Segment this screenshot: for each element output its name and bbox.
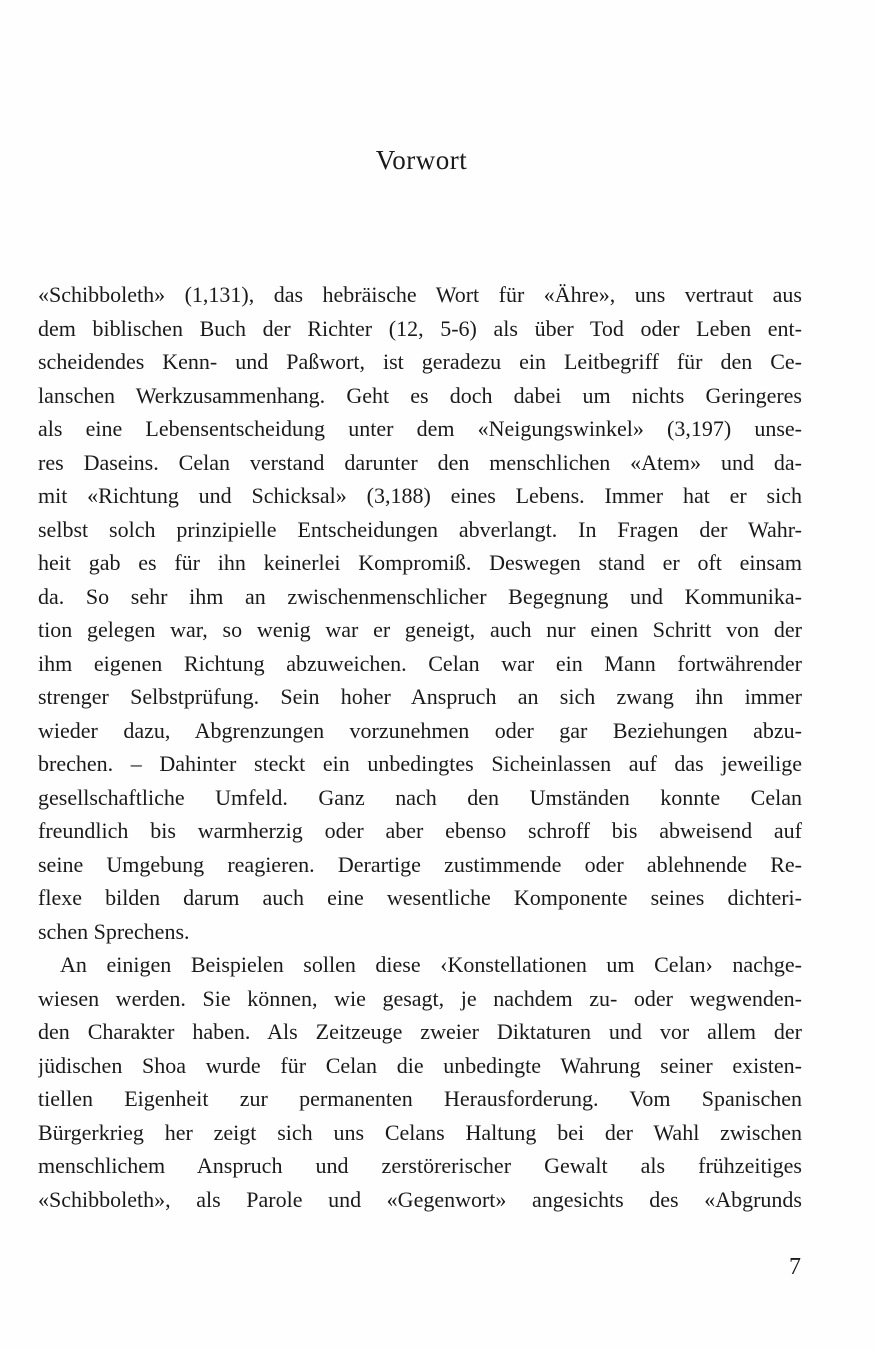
text-line: Bürgerkrieg her zeigt sich uns Celans Haltung bei der Wahl zwischen <box>38 1119 802 1145</box>
text-line: tiellen Eigenheit zur permanenten Herausforderung. Vom Spanischen <box>38 1086 802 1111</box>
text-line: wieder dazu, Abgrenzungen vorzunehmen oder gar Beziehungen abzu- <box>38 717 802 743</box>
text-line: lanschen Werkzusammenhang. Geht es doch dabei um nichts Geringeres <box>38 382 802 408</box>
text-line: mit «Richtung und Schicksal» (3,188) eines Lebens. Immer hat er sich <box>38 483 802 508</box>
text-line: den Charakter haben. Als Zeitzeuge zweier Diktaturen und vor allem der <box>38 1019 802 1044</box>
text-line: «Schibboleth» (1,131), das hebräische Wort für «Ähre», uns vertraut aus <box>38 282 802 307</box>
text-line: brechen. – Dahinter steckt ein unbedingtes Sicheinlassen auf das jeweilige <box>38 751 802 776</box>
page-number: 7 <box>789 1254 801 1280</box>
text-line: ihm eigenen Richtung abzuweichen. Celan war ein Mann fortwährender <box>38 650 802 676</box>
text-line: jüdischen Shoa wurde für Celan die unbedingte Wahrung seiner existen- <box>38 1052 802 1078</box>
text-line: strenger Selbstprüfung. Sein hoher Anspruch an sich zwang ihn immer <box>38 684 802 709</box>
chapter-title: Vorwort <box>375 145 468 175</box>
text-line: seine Umgebung reagieren. Derartige zustimmende oder ablehnende Re- <box>38 851 802 877</box>
text-line: flexe bilden darum auch eine wesentliche Komponente seines dichteri- <box>38 885 802 910</box>
text-line: gesellschaftliche Umfeld. Ganz nach den Umständen konnte Celan <box>38 784 802 810</box>
text-line: schen Sprechens. <box>38 918 190 944</box>
text-line: selbst solch prinzipielle Entscheidungen abverlangt. In Fragen der Wahr- <box>38 516 802 542</box>
text-line: als eine Lebensentscheidung unter dem «Neigungswinkel» (3,197) unse- <box>38 416 802 441</box>
text-line: res Daseins. Celan verstand darunter den menschlichen «Atem» und da- <box>38 449 802 475</box>
text-line: «Schibboleth», als Parole und «Gegenwort» angesichts des «Abgrunds <box>38 1186 802 1212</box>
text-line: heit gab es für ihn keinerlei Kompromiß. Deswegen stand er oft einsam <box>38 550 802 575</box>
text-line: dem biblischen Buch der Richter (12, 5-6) als über Tod oder Leben ent- <box>38 315 802 341</box>
paragraph-1 <box>38 278 802 948</box>
body-text <box>38 278 802 1216</box>
text-line: tion gelegen war, so wenig war er geneigt, auch nur einen Schritt von der <box>38 617 802 642</box>
text-line: An einigen Beispielen sollen diese ‹Konstellationen um Celan› nachge- <box>60 952 802 977</box>
text-line: menschlichem Anspruch und zerstörerischer Gewalt als frühzeitiges <box>38 1153 802 1178</box>
text-line: wiesen werden. Sie können, wie gesagt, je nachdem zu- oder wegwenden- <box>38 985 802 1011</box>
text-line: scheidendes Kenn- und Paßwort, ist geradezu ein Leitbegriff für den Ce- <box>38 349 802 374</box>
text-line: da. So sehr ihm an zwischenmenschlicher Begegnung und Kommunika- <box>38 583 802 609</box>
paragraph-2 <box>38 948 802 1216</box>
text-line: freundlich bis warmherzig oder aber ebenso schroff bis abweisend auf <box>38 818 802 843</box>
